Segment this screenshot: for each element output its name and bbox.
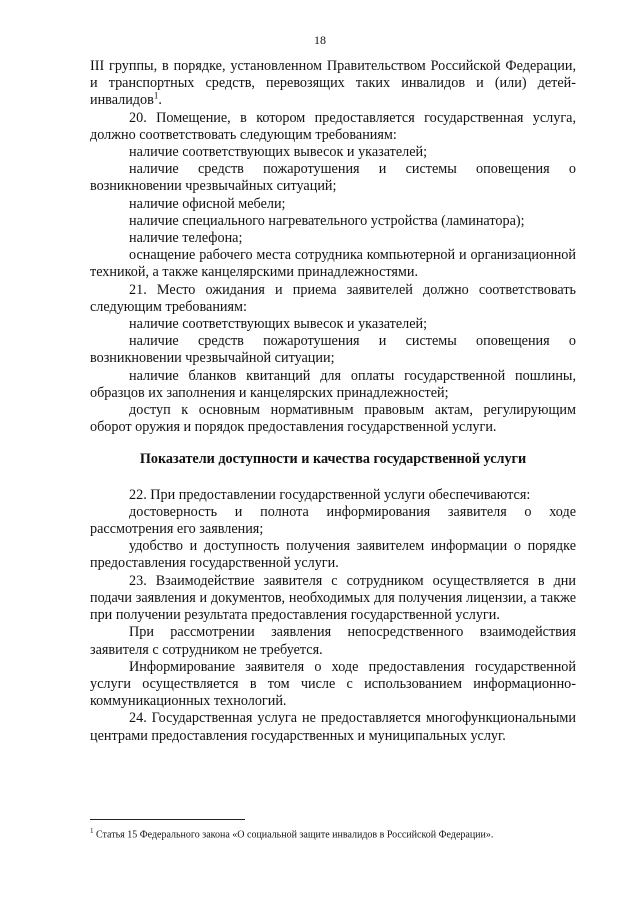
paragraph: При рассмотрении заявления непосредственного взаимодействия заявителя с сотрудником не требуется. xyxy=(90,624,576,658)
paragraph: 21. Место ожидания и приема заявителей должно соответствовать следующим требованиям: xyxy=(90,281,576,315)
paragraph: наличие соответствующих вывесок и указателей; xyxy=(129,316,428,333)
paragraph: наличие соответствующих вывесок и указателей; xyxy=(129,144,428,161)
paragraph: 22. При предоставлении государственной услуги обеспечиваются: xyxy=(129,486,531,503)
footnote-text: Статья 15 Федерального закона «О социальной защите инвалидов в Российской Федерации». xyxy=(96,829,494,841)
footnote xyxy=(90,825,576,841)
paragraph: наличие бланков квитанций для оплаты государственной пошлины, образцов их заполнения и канцелярских принадлежностей; xyxy=(90,367,576,401)
paragraph: достоверность и полнота информирования заявителя о ходе рассмотрения его заявления; xyxy=(90,503,576,538)
paragraph: наличие средств пожаротушения и системы оповещения о возникновении чрезвычайной ситуации; xyxy=(90,333,576,367)
paragraph: оснащение рабочего места сотрудника компьютерной и организационной техникой, а также канцелярскими принадлежностями. xyxy=(90,247,576,281)
paragraph: доступ к основным нормативным правовым актам, регулирующим оборот оружия и порядок предоставления государственной услуги. xyxy=(90,402,576,436)
footnote-divider xyxy=(90,819,245,820)
paragraph: наличие средств пожаротушения и системы оповещения о возникновении чрезвычайных ситуаций; xyxy=(90,161,576,195)
paragraph: удобство и доступность получения заявителем информации о порядке предоставления государственной услуги. xyxy=(90,538,576,572)
footnote-marker: 1 xyxy=(90,827,94,835)
paragraph: 23. Взаимодействие заявителя с сотрудником осуществляется в дни подачи заявления и документов, необходимых для получения лицензии, а также при получении результата предоставления государственной услуги. xyxy=(90,572,576,624)
paragraph: 20. Помещение, в котором предоставляется государственная услуга, должно соответствовать следующим требованиям: xyxy=(90,109,576,143)
paragraph: Информирование заявителя о ходе предоставления государственной услуги осуществляется в том числе с использованием информационно-коммуникационных технологий. xyxy=(90,658,576,710)
paragraph: 24. Государственная услуга не предоставляется многофункциональными центрами предоставления государственных и муниципальных услуг. xyxy=(90,710,576,744)
page-number: 18 xyxy=(314,33,326,47)
paragraph: III группы, в порядке, установленном Правительством Российской Федерации, и транспортных средств, перевозящих таких инвалидов и (или) детей-инвалидов$^1$. xyxy=(90,58,576,109)
paragraph: наличие телефона; xyxy=(129,230,243,247)
footnote-reference: 1 xyxy=(153,90,159,101)
document-body xyxy=(90,58,576,745)
paragraph: наличие офисной мебели; xyxy=(129,195,286,212)
paragraph: наличие специального нагревательного устройства (ламинатора); xyxy=(129,212,525,229)
section-heading: Показатели доступности и качества государственной услуги xyxy=(139,451,527,468)
